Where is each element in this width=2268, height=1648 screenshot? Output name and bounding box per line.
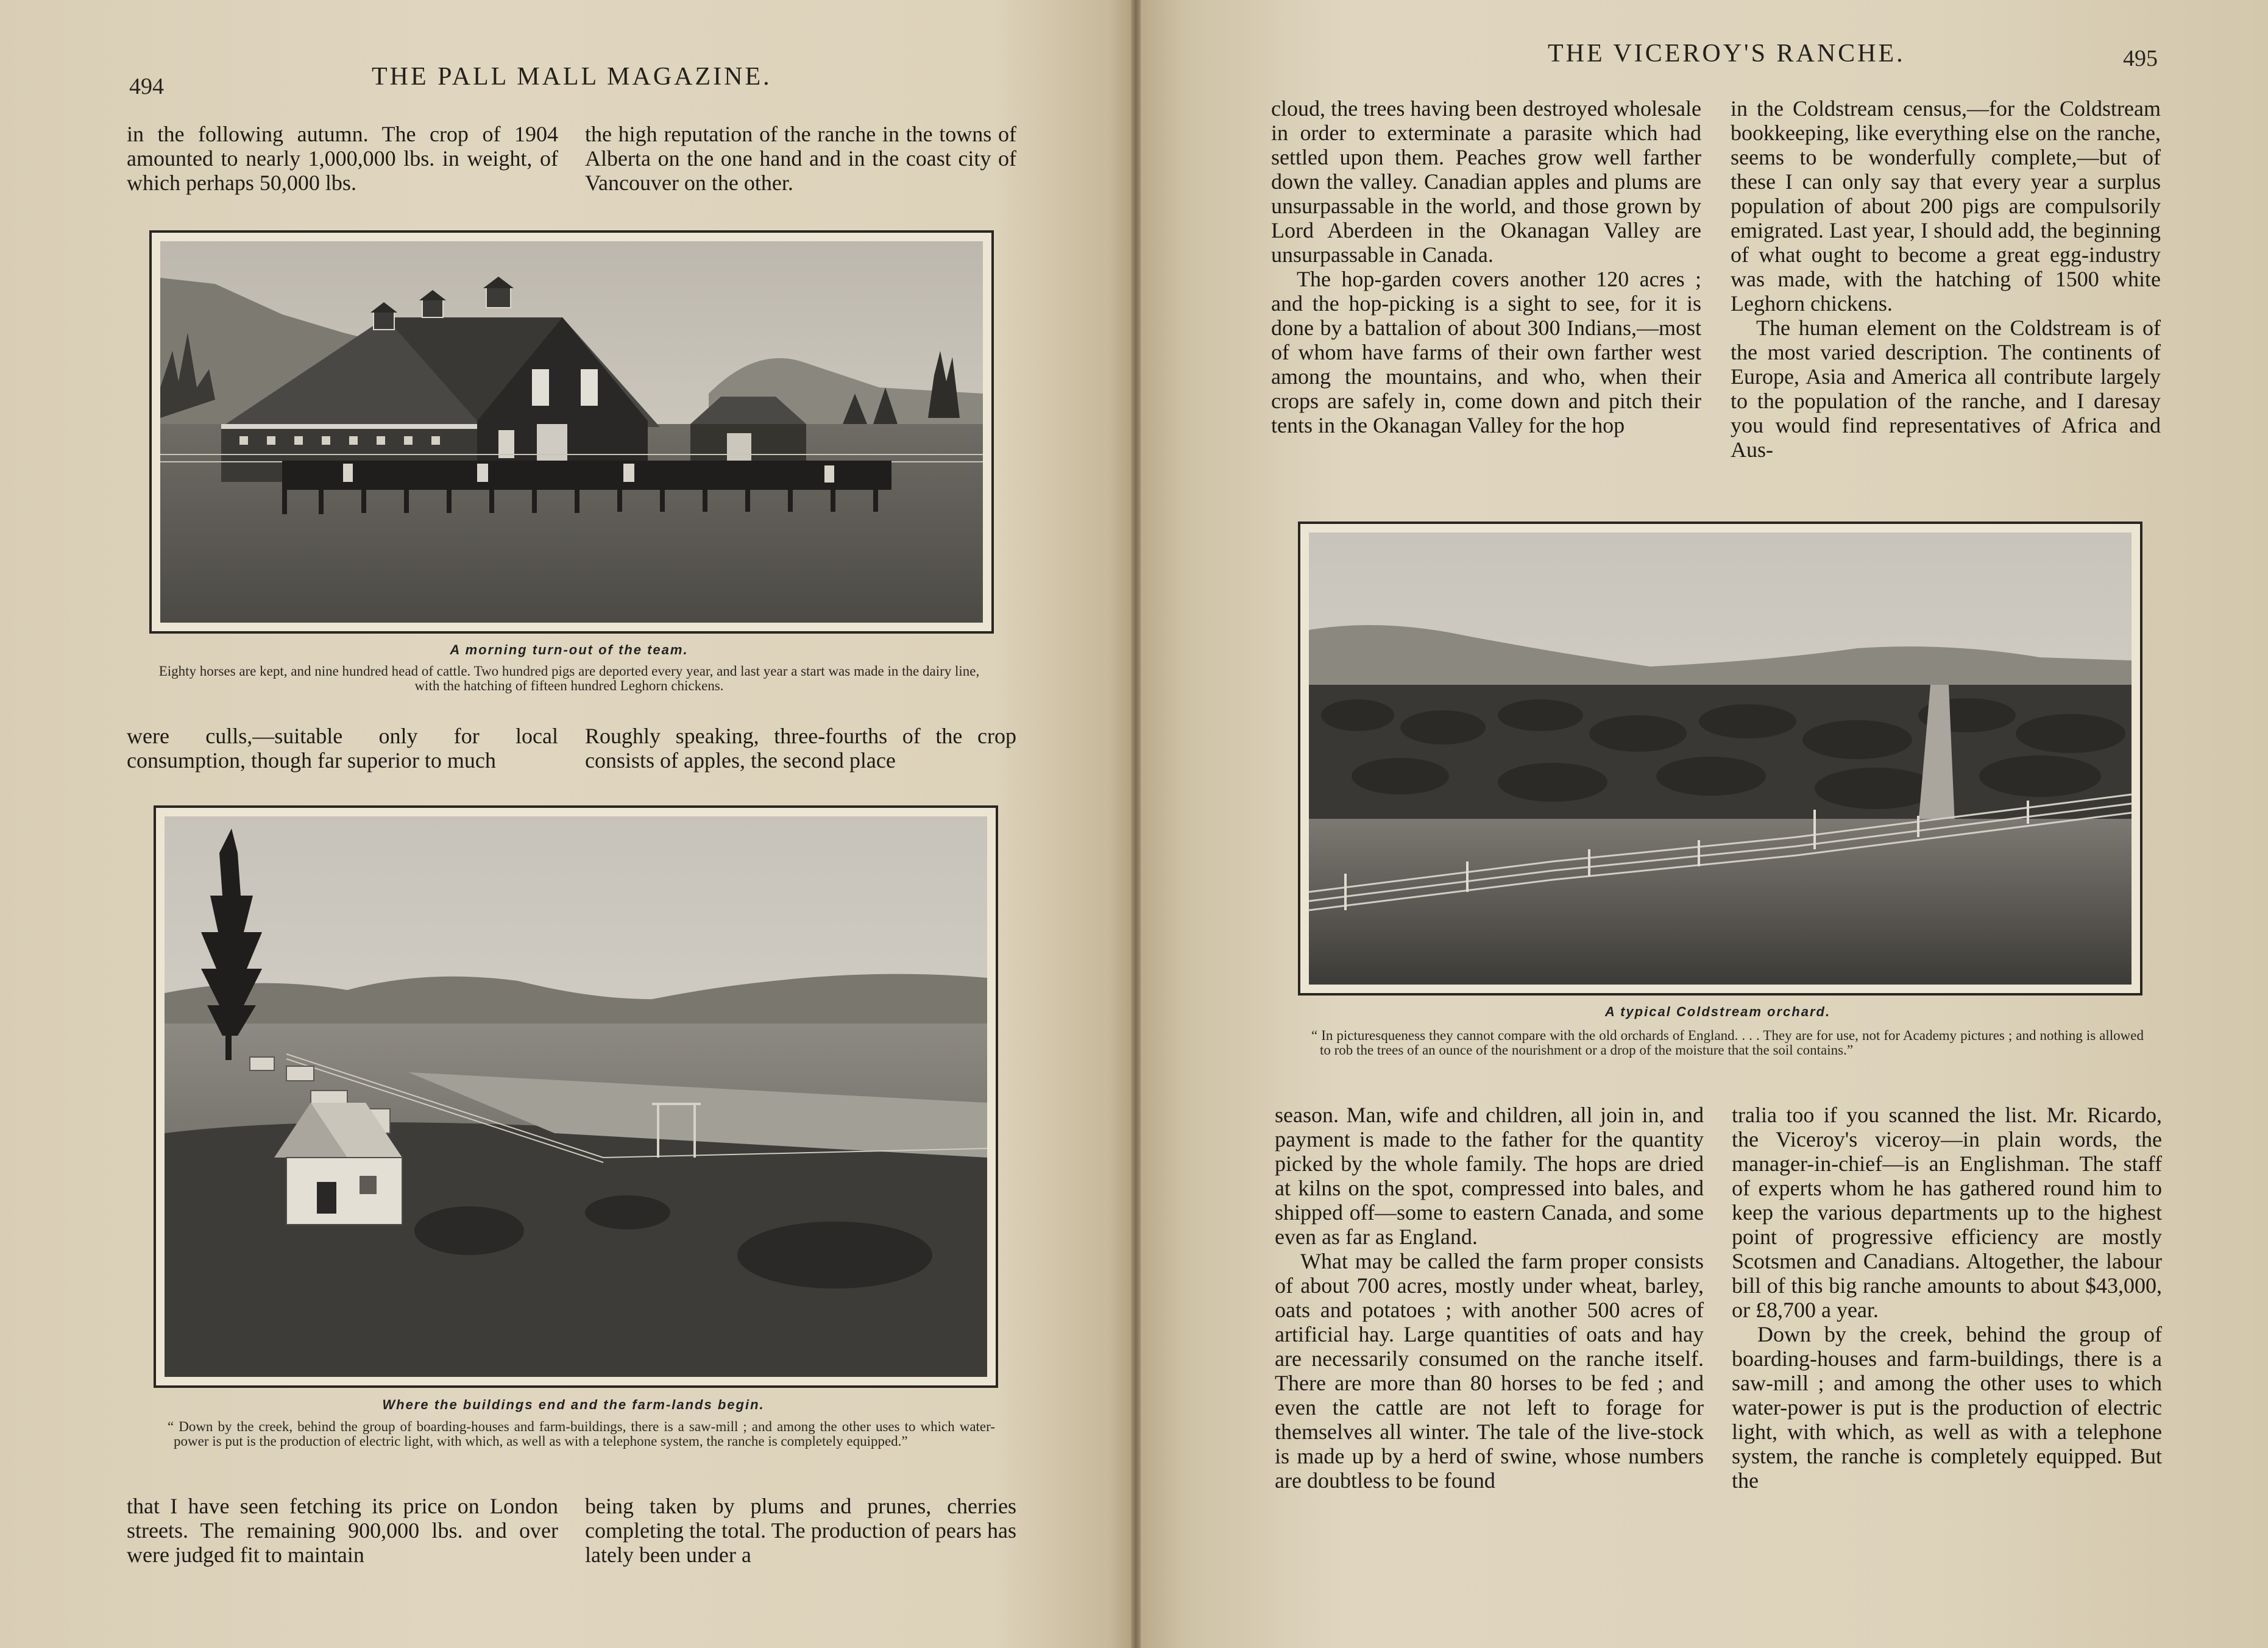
left-bottom-column-1: that I have seen fetching its price on London streets. The remaining 900,000 lbs. and over were judged fit to maintain <box>127 1494 558 1567</box>
right-bottom-col1-para2: What may be called the farm proper consists of about 700 acres, mostly under wheat, barley, oats and potatoes ; with another 500 acres of artificial hay. Large quantities of oats and hay are necessarily consumed on the ranche itself. There are more than 80 horses to be fed ; and even the cattle are not left to forage for themselves all winter. The tale of the live-stock is made up by a herd of swine, whose numbers are doubtless to be found <box>1275 1249 1704 1493</box>
right-top-column-2 <box>1731 96 2161 462</box>
photo-barn-horses <box>149 230 994 634</box>
figure2-title: Where the buildings end and the farm-lands begin. <box>382 1397 765 1412</box>
right-page <box>1141 0 2268 1648</box>
left-top-column-2: the high reputation of the ranche in the towns of Alberta on the one hand and in the coast city of Vancouver on the other. <box>585 122 1016 195</box>
figure2-caption: “ Down by the creek, behind the group of boarding-houses and farm-buildings, there is a saw-mill ; and among the other uses to which water-power is put is the production of electric light, with which, as well as with a telephone system, the ranche is completely equipped.” <box>168 1419 995 1449</box>
page-number-left: 494 <box>129 74 164 99</box>
left-mid-column-1: were culls,—suitable only for local consumption, though far superior to much <box>127 724 558 773</box>
photo-orchard <box>1298 522 2142 996</box>
figure1-caption: Eighty horses are kept, and nine hundred head of cattle. Two hundred pigs are deported every year, and last year a start was made in the dairy line, with the hatching of fifteen hundred Leghorn chickens. <box>158 663 980 693</box>
figure3-title: A typical Coldstream orchard. <box>1604 1004 1831 1019</box>
right-top-col1-para2: The hop-garden covers another 120 acres ; and the hop-picking is a sight to see, for it is done by a battalion of about 300 Indians,—most of whom have farms of their own farther west among the mountains, and who, when their crops are safely in, come down and pitch their tents in the Okanagan Valley for the hop <box>1271 267 1701 437</box>
figure1-title: A morning turn-out of the team. <box>450 642 689 657</box>
book-gutter <box>1131 0 1141 1648</box>
right-top-col2-para1: in the Coldstream census,—for the Coldstream bookkeeping, like everything else on the ranche, seems to be wonderfully complete,—but of these I can only say that every year a surplus population of about 200 pigs are compulsorily emigrated. Last year, I should add, the beginning of what ought to become a great egg-industry was made, with the hatching of 1500 white Leghorn chickens. <box>1731 96 2161 316</box>
right-bottom-col2-para1: tralia too if you scanned the list. Mr. Ricardo, the Viceroy's viceroy—in plain words, the manager-in-chief—is an Englishman. The staff of experts whom he has gathered round him to keep the various departments up to the highest point of progressive efficiency are mostly Scotsmen and Canadians. Altogether, the labour bill of this big ranche amounts to about $43,000, or £8,700 a year. <box>1732 1103 2162 1322</box>
page-number-right: 495 <box>2123 46 2158 71</box>
left-page <box>0 0 1131 1648</box>
figure3-caption: “ In picturesqueness they cannot compare with the old orchards of England. . . . They are for use, not for Academy pictures ; and nothing is allowed to rob the trees of an ounce of the nourishment or a drop of the moisture that the soil contains.” <box>1311 1028 2144 1058</box>
orchard-image <box>1309 532 2132 985</box>
buildings-farmlands-image <box>165 816 987 1377</box>
right-bottom-col1-para1: season. Man, wife and children, all join in, and payment is made to the father for the quantity picked by the whole family. The hops are dried at kilns on the spot, compressed into bales, and shipped off—some to eastern Canada, and some even as far as England. <box>1275 1103 1704 1249</box>
left-bottom-column-2: being taken by plums and prunes, cherries completing the total. The production of pears has lately been under a <box>585 1494 1016 1567</box>
left-top-column-1: in the following autumn. The crop of 1904 amounted to nearly 1,000,000 lbs. in weight, of which perhaps 50,000 lbs. <box>127 122 558 195</box>
right-bottom-col2-para2: Down by the creek, behind the group of boarding-houses and farm-buildings, there is a saw-mill ; and among the other uses to which water-power is put is the production of electric light, with which, as well as with a telephone system, the ranche is completely equipped. But the <box>1732 1322 2162 1493</box>
right-bottom-column-2 <box>1732 1103 2162 1493</box>
right-bottom-column-1 <box>1275 1103 1704 1493</box>
left-mid-column-2: Roughly speaking, three-fourths of the crop consists of apples, the second place <box>585 724 1016 773</box>
running-head-left: THE PALL MALL MAGAZINE. <box>372 63 772 91</box>
barn-horses-image <box>160 241 983 623</box>
photo-buildings-farmlands <box>154 805 998 1388</box>
right-top-column-1 <box>1271 96 1701 437</box>
right-top-col1-para1: cloud, the trees having been destroyed wholesale in order to exterminate a parasite which had settled upon them. Peaches grow well farther down the valley. Canadian apples and plums are unsurpassable in the world, and those grown by Lord Aberdeen in the Okanagan Valley are unsurpassable in Canada. <box>1271 96 1701 267</box>
running-head-right: THE VICEROY'S RANCHE. <box>1548 40 1905 68</box>
right-top-col2-para2: The human element on the Coldstream is of the most varied description. The continents of Europe, Asia and America all contribute largely to the population of the ranche, and I daresay you would find representatives of Africa and Aus- <box>1731 316 2161 462</box>
